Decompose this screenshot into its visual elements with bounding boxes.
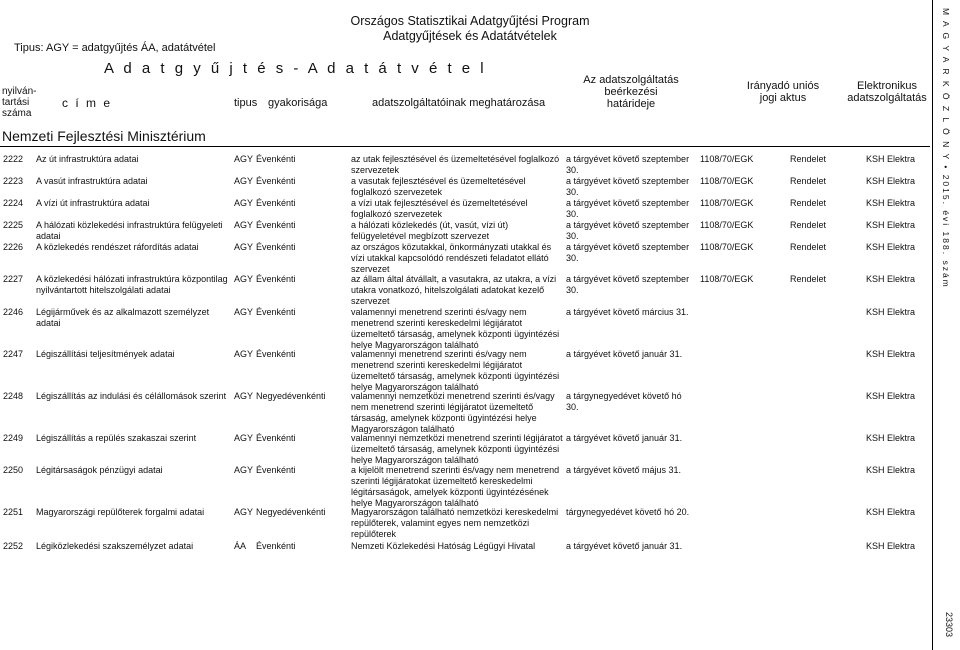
journal-title: M A G Y A R K Ö Z L Ö N Y • 2015. évi 188. szám	[941, 8, 951, 289]
cell-freq: Negyedévenkénti	[256, 391, 326, 401]
cell-kind: Rendelet	[790, 274, 827, 284]
col-header-tipus: tipus	[234, 97, 258, 109]
cell-type: AGY	[234, 220, 254, 230]
cell-prov: KSH Elektra	[866, 349, 916, 359]
cell-freq: Évenkénti	[256, 154, 296, 164]
cell-kind: Rendelet	[790, 154, 827, 164]
cell-desc: Nemzeti Közlekedési Hatóság Légügyi Hivatal	[351, 541, 536, 551]
cell-name: Légitársaságok pénzügyi adatai	[36, 465, 163, 475]
cell-freq: Évenkénti	[256, 242, 296, 252]
cell-num: 2223	[3, 176, 24, 186]
cell-dead: a tárgyévet követő szeptember 30.	[566, 274, 690, 295]
cell-name: Magyarországi repülőterek forgalmi adatai	[36, 507, 205, 517]
cell-num: 2251	[3, 507, 24, 517]
cell-dead: a tárgyévet követő január 31.	[566, 541, 683, 551]
cell-prov: KSH Elektra	[866, 176, 916, 186]
cell-name: Légiszállítás a repülés szakaszai szerint	[36, 433, 197, 443]
cell-num: 2222	[3, 154, 24, 164]
cell-freq: Évenkénti	[256, 274, 296, 284]
cell-freq: Negyedévenkénti	[256, 507, 326, 517]
cell-name: A vízi út infrastruktúra adatai	[36, 198, 150, 208]
cell-freq: Évenkénti	[256, 220, 296, 230]
cell-prov: KSH Elektra	[866, 274, 916, 284]
cell-type: AGY	[234, 274, 254, 284]
cell-type: AGY	[234, 176, 254, 186]
cell-dead: a tárgyévet követő szeptember 30.	[566, 154, 690, 175]
cell-dead: a tárgyévet követő március 31.	[566, 307, 689, 317]
cell-prov: KSH Elektra	[866, 198, 916, 208]
cell-desc: az utak fejlesztésével és üzemeltetésével foglalkozó szervezetek	[351, 154, 560, 175]
col-header-elektronikus: Elektronikus adatszolgáltatás	[847, 80, 927, 104]
cell-type: AGY	[234, 349, 254, 359]
title-line-2: Adatgyűjtések és Adatátvételek	[383, 29, 557, 43]
cell-law: 1108/70/EGK	[700, 198, 754, 208]
cell-law: 1108/70/EGK	[700, 274, 754, 284]
cell-dead: a tárgyévet követő január 31.	[566, 433, 683, 443]
cell-name: A hálózati közlekedési infrastruktúra felügyeleti adatai	[36, 220, 223, 241]
cell-type: AGY	[234, 307, 254, 317]
cell-freq: Évenkénti	[256, 307, 296, 317]
cell-dead: tárgynegyedévet követő hó 20.	[566, 507, 690, 517]
cell-law: 1108/70/EGK	[700, 176, 754, 186]
document-title	[300, 14, 640, 44]
cell-dead: a tárgyévet követő május 31.	[566, 465, 682, 475]
cell-num: 2247	[3, 349, 24, 359]
cell-prov: KSH Elektra	[866, 507, 916, 517]
cell-name: Légiközlekedési szakszemélyzet adatai	[36, 541, 194, 551]
cell-desc: a kijelölt menetrend szerinti és/vagy nem menetrend szerinti légijáratokat üzemeltető kereskedelmi légitársaságok, amelyek központi ügyintézésének helye Magyarországon található	[351, 465, 560, 508]
cell-desc: valamennyi nemzetközi menetrend szerinti légijáratot üzemeltető társaság, amelynek központi ügyintézési helye Magyarországon található	[351, 433, 563, 465]
cell-dead: a tárgyévet követő január 31.	[566, 349, 683, 359]
cell-type: AGY	[234, 465, 254, 475]
cell-name: A vasút infrastruktúra adatai	[36, 176, 148, 186]
section-title: A d a t g y ű j t é s - A d a t á t v é t e l	[104, 60, 487, 77]
cell-prov: KSH Elektra	[866, 465, 916, 475]
cell-freq: Évenkénti	[256, 176, 296, 186]
col-header-hatarido: Az adatszolgáltatás beérkezési határideje	[583, 74, 679, 110]
cell-freq: Évenkénti	[256, 198, 296, 208]
col-header-nyilv: nyilván- tartási száma	[2, 86, 37, 119]
cell-type: AGY	[234, 242, 254, 252]
cell-num: 2246	[3, 307, 24, 317]
cell-kind: Rendelet	[790, 198, 827, 208]
cell-desc: a vízi utak fejlesztésével és üzemeltetésével foglalkozó szervezetek	[351, 198, 528, 219]
cell-prov: KSH Elektra	[866, 220, 916, 230]
cell-law: 1108/70/EGK	[700, 242, 754, 252]
cell-dead: a tárgyévet követő szeptember 30.	[566, 198, 690, 219]
page-number: 23303	[944, 612, 954, 638]
cell-law: 1108/70/EGK	[700, 220, 754, 230]
cell-prov: KSH Elektra	[866, 242, 916, 252]
col-header-cime: c í m e	[62, 96, 113, 110]
title-line-1: Országos Statisztikai Adatgyűjtési Program	[350, 14, 590, 28]
cell-num: 2224	[3, 198, 24, 208]
cell-desc: valamennyi menetrend szerinti és/vagy nem menetrend szerinti kereskedelmi légijáratot üzemeltető társaság, amelynek központi ügyintézési helye Magyarországon található	[351, 349, 560, 392]
cell-desc: valamennyi nemzetközi menetrend szerinti és/vagy nem menetrend szerinti légijáratot üzemeltető társaság, amelynek központi ügyintézési helye Magyarországon található	[351, 391, 555, 434]
cell-type: AGY	[234, 198, 254, 208]
col-header-meghatarozas: adatszolgáltatóinak meghatározása	[372, 97, 546, 109]
cell-desc: valamennyi menetrend szerinti és/vagy nem menetrend szerinti kereskedelmi légijáratot üzemeltető társaság, amelynek központi ügyintézési helye Magyarországon található	[351, 307, 560, 350]
cell-prov: KSH Elektra	[866, 307, 916, 317]
cell-num: 2226	[3, 242, 24, 252]
cell-desc: a hálózati közlekedés (út, vasút, vízi út) felügyeletével megbízott szervezet	[351, 220, 509, 241]
col-header-jogi-aktus: Irányadó uniós jogi aktus	[746, 80, 820, 104]
cell-dead: a tárgyévet követő szeptember 30.	[566, 220, 690, 241]
cell-type: ÁA	[234, 541, 247, 551]
cell-desc: a vasutak fejlesztésével és üzemeltetésével foglalkozó szervezetek	[351, 176, 526, 197]
cell-type: AGY	[234, 154, 254, 164]
cell-num: 2225	[3, 220, 24, 230]
cell-num: 2249	[3, 433, 24, 443]
cell-dead: a tárgyévet követő szeptember 30.	[566, 176, 690, 197]
cell-name: A közlekedési hálózati infrastruktúra központilag nyilvántartott hitelszolgálati adatai	[36, 274, 228, 295]
col-header-gyakorisag: gyakorisága	[268, 97, 328, 109]
cell-num: 2248	[3, 391, 24, 401]
cell-name: Légijárművek és az alkalmazott személyzet adatai	[36, 307, 210, 328]
cell-freq: Évenkénti	[256, 465, 296, 475]
cell-name: Az út infrastruktúra adatai	[36, 154, 139, 164]
cell-desc: az állam által átvállalt, a vasutakra, az utakra, a vízi utakra vonatkozó, hitelszolgálati adatokat kezelő szervezet	[351, 274, 557, 306]
cell-prov: KSH Elektra	[866, 541, 916, 551]
cell-num: 2227	[3, 274, 24, 284]
cell-dead: a tárgyévet követő szeptember 30.	[566, 242, 690, 263]
cell-name: A közlekedés rendészet ráfordítás adatai	[36, 242, 199, 252]
cell-kind: Rendelet	[790, 242, 827, 252]
cell-num: 2250	[3, 465, 24, 475]
cell-kind: Rendelet	[790, 176, 827, 186]
header-divider	[0, 146, 930, 147]
cell-desc: Magyarországon található nemzetközi kereskedelmi repülőterek, valamint egyes nem nemzetközi repülőterek	[351, 507, 559, 539]
cell-prov: KSH Elektra	[866, 154, 916, 164]
ministry-heading: Nemzeti Fejlesztési Minisztérium	[2, 128, 206, 144]
cell-law: 1108/70/EGK	[700, 154, 754, 164]
cell-dead: a tárgynegyedévet követő hó 30.	[566, 391, 682, 412]
cell-prov: KSH Elektra	[866, 391, 916, 401]
page-sidebar	[932, 0, 960, 650]
cell-name: Légiszállítási teljesítmények adatai	[36, 349, 175, 359]
cell-freq: Évenkénti	[256, 541, 296, 551]
cell-freq: Évenkénti	[256, 433, 296, 443]
cell-desc: az országos közutakkal, önkormányzati utakkal és vízi utakkal kapcsolódó rendészeti feladatot ellátó szervezet	[351, 242, 552, 274]
cell-name: Légiszállítás az indulási és célállomások szerint	[36, 391, 227, 401]
cell-type: AGY	[234, 433, 254, 443]
cell-type: AGY	[234, 507, 254, 517]
tipus-legend: Tipus: AGY = adatgyűjtés ÁA, adatátvétel	[14, 42, 216, 54]
cell-type: AGY	[234, 391, 254, 401]
cell-kind: Rendelet	[790, 220, 827, 230]
cell-num: 2252	[3, 541, 24, 551]
cell-prov: KSH Elektra	[866, 433, 916, 443]
cell-freq: Évenkénti	[256, 349, 296, 359]
